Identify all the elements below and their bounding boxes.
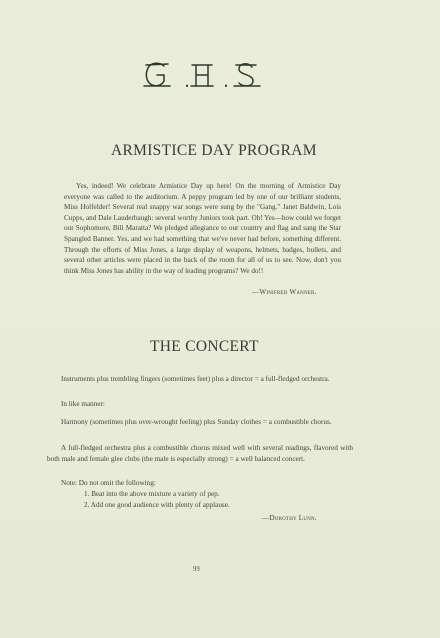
armistice-signature: —Winifred Wanner. [252,288,317,296]
armistice-body: Yes, indeed! We celebrate Armistice Day up here! On the morning of Armistice Day everyone was called to the auditorium. A peppy program led by one of our brilliant students, Miss Holfelder! Several real snappy war songs were sung by the "Gang." Janet Baldwin, Lois Cupps, and Dale Lauderbaugh: several worthy Juniors took part. Oh! Yes—how could we forget our Sophomore, Bill Maratta? We pledged allegiance to our country and flag and sang the Star Spangled Banner. Yes, and we had something that we've never had before, something different. Through the efforts of Miss Jones, a large display of weapons, helmets, badges, bullets, and several other articles were placed in the back of the room for all of us to see. Now, don't you think Miss Jones has ability in the way of leading programs? We do!! [64,182,341,275]
page-number: 99 [193,566,200,573]
list-item: 2. Add one good audience with plenty of applause. [84,500,230,509]
ghs-monogram-icon [142,56,266,90]
concert-line-1: Instruments plus trembling fingers (sometimes feet) plus a director = a full-fledged orchestra. [61,375,330,383]
concert-note-list [84,489,230,510]
concert-line-4: A full-fledged orchestra plus a combustible chorus mixed well with several readings, flavored with both male and female glee clubs (the male is especially strong) = a well balanced concert. [47,444,353,463]
concert-line-3: Harmony (sometimes plus over-wrought feeling) plus Sunday clothes = a combustible chorus. [61,418,332,426]
ghs-logo [142,56,266,90]
list-item: 1. Beat into the above mixture a variety of pep. [84,490,220,498]
concert-line-2: In like manner: [61,400,105,408]
concert-note: Note: Do not omit the following: [61,479,156,487]
concert-signature: —Dorothy Lunn. [262,514,317,522]
concert-title: THE CONCERT [150,338,259,355]
armistice-title: ARMISTICE DAY PROGRAM [111,142,317,159]
